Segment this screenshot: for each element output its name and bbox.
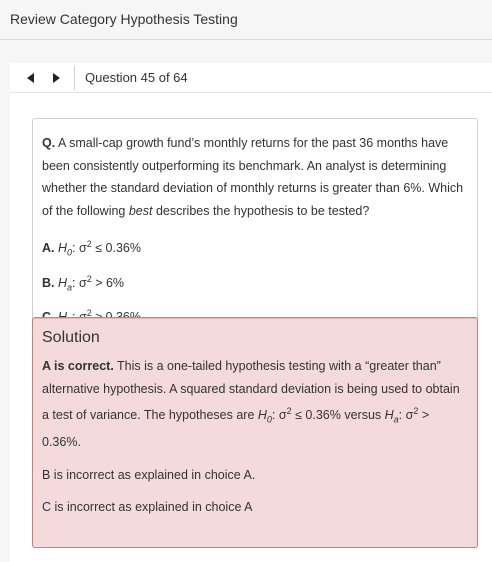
triangle-right-icon [53,73,60,83]
question-block [33,119,477,318]
question-text [42,132,467,222]
next-question-button[interactable] [46,68,66,88]
page-title: Review Category Hypothesis Testing [10,11,238,27]
question-text-italic: best [128,203,153,218]
triangle-left-icon [27,73,34,83]
solution-choice-b-note: B is incorrect as explained in choice A. [42,467,256,482]
choice-b[interactable]: B. $H_a$: $\sigma^2 > 6\%$ [42,273,125,293]
question-text-part1: A small-cap growth fund’s monthly returns for the past 36 months have been consistently outperforming its benchmark. An analyst is determining whether the standard deviation of monthly returns is greater than 6%. Which of the following [42,136,464,218]
question-nav-bar [10,63,492,93]
solution-title: Solution [42,329,100,346]
question-card [32,118,478,548]
previous-question-button[interactable] [20,68,40,88]
question-prefix: Q. [42,136,56,150]
solution-panel [33,318,477,548]
question-text-part2: describes the hypothesis to be tested? [152,203,370,218]
solution-explanation: A is correct. This is a one-tailed hypothesis testing with a “greater than” alternative hypothesis. A squared standard deviation is being used to obtain a test of variance. The hypotheses are $H_0$: $\sigma^2 \le 0.36\%$ versus $H_a$: $\sigma^2 > 0.36\%$. [42,359,460,450]
nav-divider [74,66,75,90]
solution-choice-c-note: C is incorrect as explained in choice A [42,500,253,515]
correct-answer-label: A is correct. [42,359,114,373]
question-counter: Question 45 of 64 [85,70,188,85]
choice-a[interactable]: A. $H_0$: $\sigma^2 \le 0.36\%$ [42,239,141,258]
page-header [0,0,492,40]
choice-c[interactable]: 2 [86,308,92,319]
